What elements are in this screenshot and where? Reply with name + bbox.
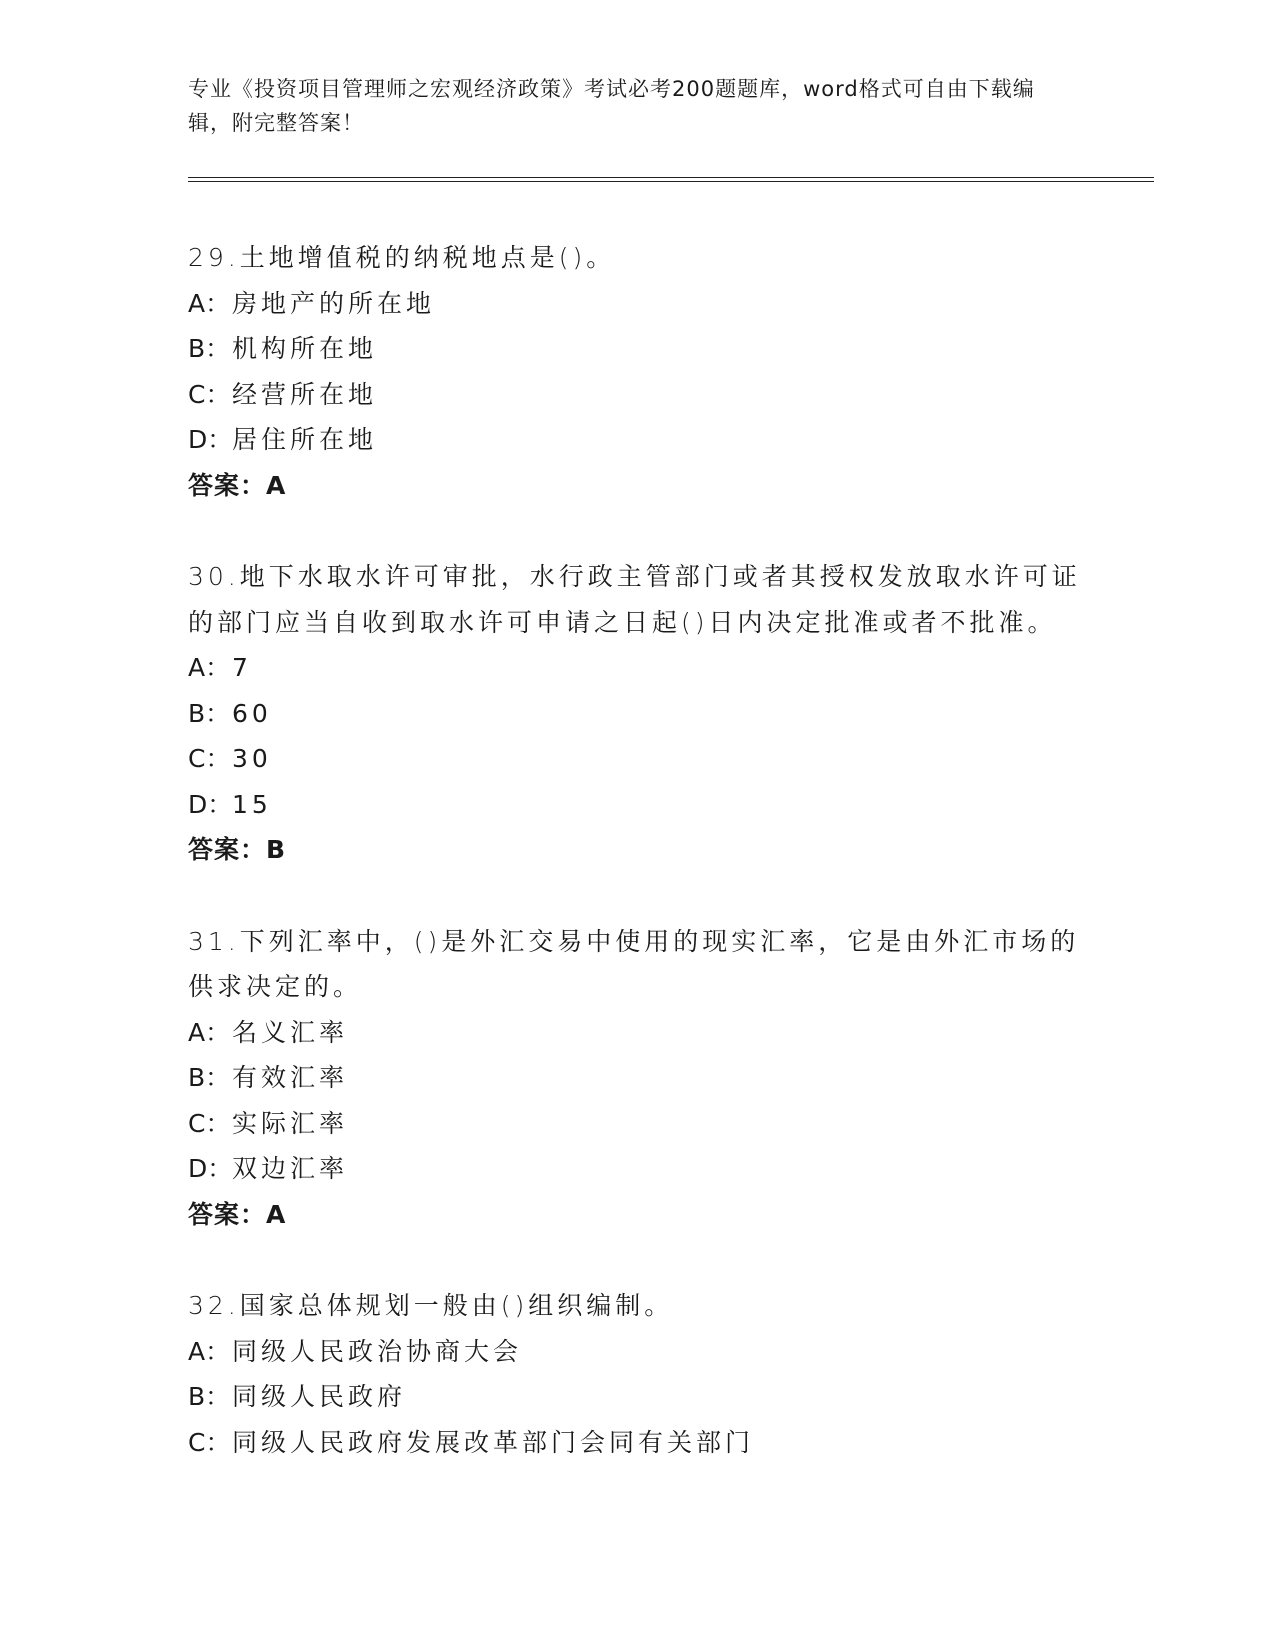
option-letter: B： xyxy=(188,334,231,363)
question-text: 31.下列汇率中，()是外汇交易中使用的现实汇率，它是由外汇市场的供求决定的。 xyxy=(188,926,1080,1001)
question-29 xyxy=(188,235,1088,508)
option-c xyxy=(188,1420,1088,1466)
option-letter: C： xyxy=(188,1427,231,1457)
option-letter: B： xyxy=(188,1063,231,1092)
document-header: 专业《投资项目管理师之宏观经济政策》考试必考200题题库，word格式可自由下载编辑，附完整答案！ xyxy=(188,77,1035,135)
question-text: 32.国家总体规划一般由()组织编制。 xyxy=(188,1291,674,1320)
option-text: 60 xyxy=(232,698,272,728)
option-text: 7 xyxy=(232,653,252,682)
option-d xyxy=(188,1146,1088,1192)
option-b xyxy=(188,1055,1088,1101)
option-a xyxy=(188,1329,1088,1375)
option-letter: C： xyxy=(188,379,231,409)
option-text: 经营所在地 xyxy=(232,379,378,409)
answer-line: 答案：A xyxy=(188,470,287,500)
option-c xyxy=(188,736,1088,782)
option-text: 双边汇率 xyxy=(232,1154,349,1183)
option-d xyxy=(188,417,1088,463)
option-c xyxy=(188,372,1088,418)
option-text: 同级人民政府发展改革部门会同有关部门 xyxy=(232,1427,755,1457)
question-31 xyxy=(188,919,1088,1238)
option-letter: B： xyxy=(188,698,231,728)
option-text: 居住所在地 xyxy=(232,425,378,454)
option-a xyxy=(188,645,1088,691)
header-rule-top xyxy=(188,177,1154,178)
option-letter: A： xyxy=(188,653,231,682)
option-c xyxy=(188,1101,1088,1147)
option-text: 同级人民政府 xyxy=(232,1382,407,1411)
option-letter: A： xyxy=(188,1017,231,1047)
question-30 xyxy=(188,554,1088,873)
option-b xyxy=(188,326,1088,372)
option-text: 同级人民政治协商大会 xyxy=(232,1336,523,1366)
option-letter: A： xyxy=(188,1336,231,1366)
option-a xyxy=(188,281,1088,327)
option-text: 机构所在地 xyxy=(232,334,378,363)
option-letter: C： xyxy=(188,744,231,773)
option-text: 名义汇率 xyxy=(232,1017,349,1047)
option-text: 有效汇率 xyxy=(232,1063,349,1092)
answer-line: 答案：B xyxy=(188,835,287,864)
question-list xyxy=(188,235,1088,1511)
option-text: 房地产的所在地 xyxy=(232,288,436,318)
option-d xyxy=(188,782,1088,828)
option-letter: C： xyxy=(188,1108,231,1138)
option-b xyxy=(188,691,1088,737)
header-rule-bottom xyxy=(188,181,1154,182)
option-letter: A： xyxy=(188,288,231,318)
question-32 xyxy=(188,1283,1088,1465)
option-letter: D： xyxy=(188,789,233,819)
option-text: 30 xyxy=(232,744,272,773)
question-text: 30.地下水取水许可审批，水行政主管部门或者其授权发放取水许可证的部门应当自收到取水许可申请之日起()日内决定批准或者不批准。 xyxy=(188,562,1081,637)
option-b xyxy=(188,1374,1088,1420)
option-letter: D： xyxy=(188,425,233,454)
answer-line: 答案：A xyxy=(188,1199,287,1229)
option-text: 15 xyxy=(232,789,272,819)
option-letter: B： xyxy=(188,1382,231,1411)
option-text: 实际汇率 xyxy=(232,1108,349,1138)
question-text: 29.土地增值税的纳税地点是()。 xyxy=(188,243,616,272)
option-letter: D： xyxy=(188,1154,233,1183)
option-a xyxy=(188,1010,1088,1056)
